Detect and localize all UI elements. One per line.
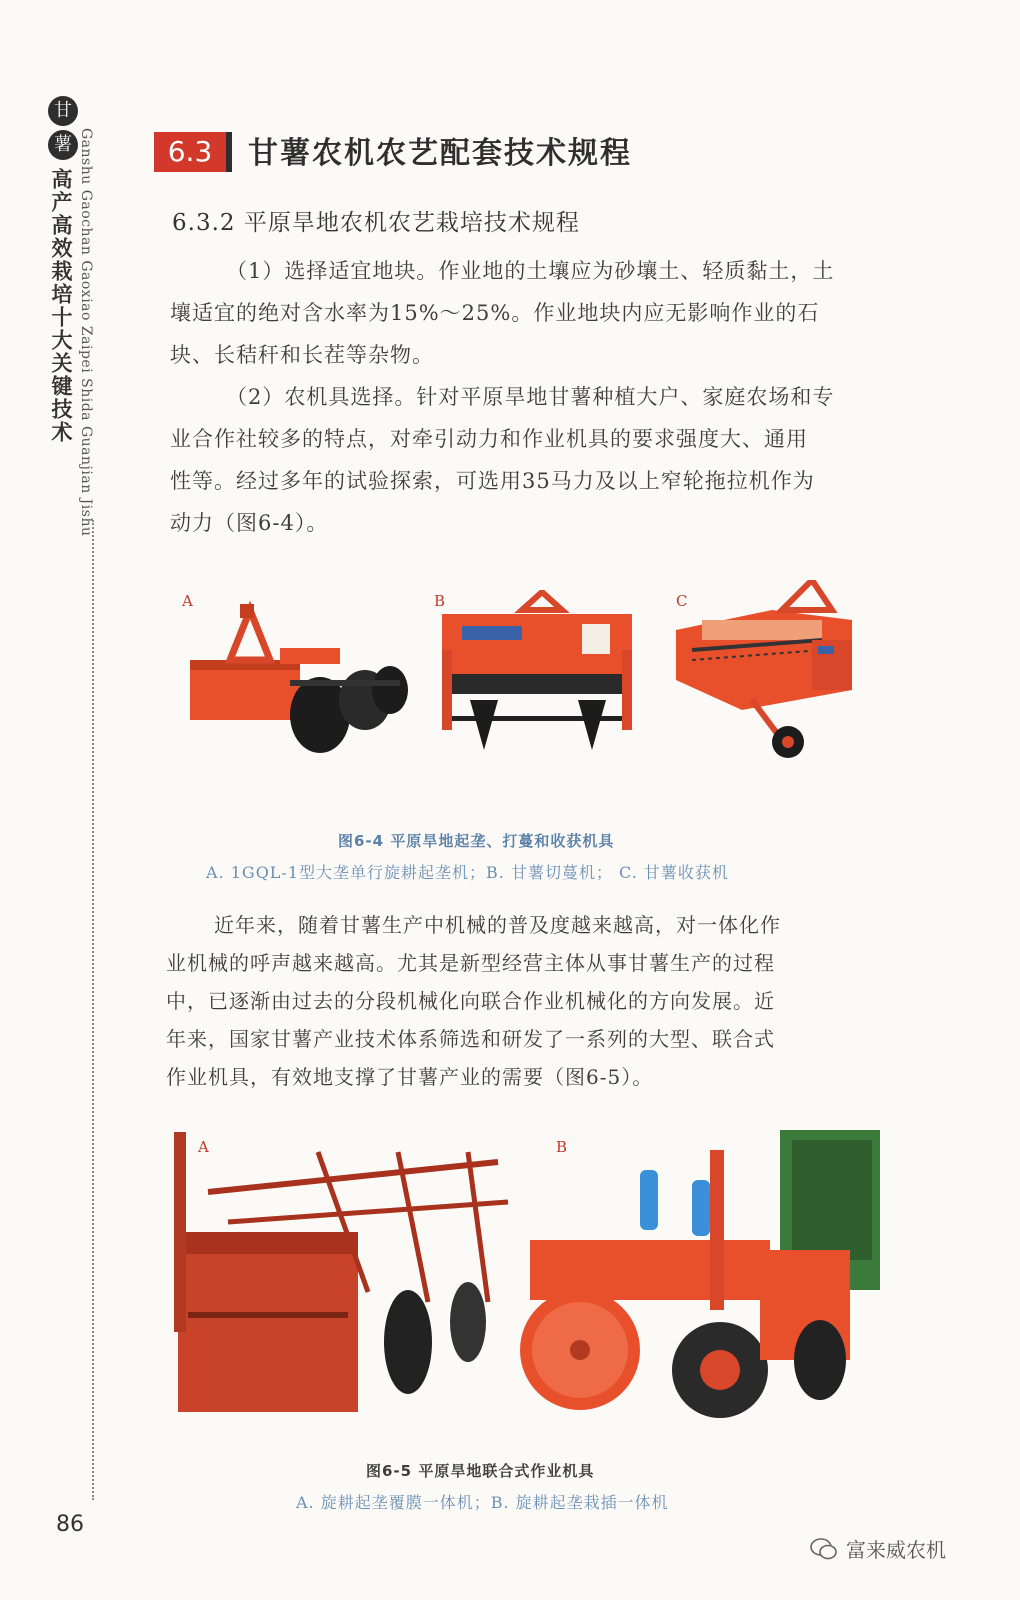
- figure2-label-a: A: [198, 1138, 209, 1156]
- section-divider: [226, 132, 232, 172]
- text-line: 作业机具，有效地支撑了甘薯产业的需要（图6-5）。: [166, 1065, 654, 1089]
- text-line: 性等。经过多年的试验探索，可选用35马力及以上窄轮拖拉机作为: [170, 469, 815, 493]
- rotary-ridging-transplanting-machine-photo: [520, 1130, 880, 1430]
- text-line: 业机械的呼声越来越高。尤其是新型经营主体从事甘薯生产的过程: [166, 951, 775, 975]
- paragraph-1: [170, 250, 945, 376]
- paragraph-2: [170, 376, 945, 544]
- text-line: （2）农机具选择。针对平原旱地甘薯种植大户、家庭农场和专: [226, 385, 835, 409]
- spine-logo-circle-2: 薯: [48, 130, 78, 160]
- subsection-title: 6.3.2 平原旱地农机农艺栽培技术规程: [172, 210, 580, 236]
- section-title: 甘薯农机农艺配套技术规程: [248, 136, 632, 171]
- figure2-subcaption: A. 旋耕起垄覆膜一体机；B. 旋耕起垄栽插一体机: [296, 1493, 669, 1512]
- vine-cutter-photo: [432, 590, 642, 760]
- spine-dotted-rule: [92, 520, 94, 1500]
- paragraph-3: [166, 906, 886, 1096]
- text-line: 年来，国家甘薯产业技术体系筛选和研发了一系列的大型、联合式: [166, 1027, 775, 1051]
- section-number: 6.3: [154, 132, 226, 172]
- watermark-text: 富来威农机: [846, 1538, 946, 1562]
- figure1-label-c: C: [676, 592, 688, 610]
- figure2-caption: 图6-5 平原旱地联合式作业机具: [366, 1462, 595, 1480]
- figure2-label-b: B: [556, 1138, 568, 1156]
- harvester-photo: [672, 580, 872, 770]
- text-line: 壤适宜的绝对含水率为15%～25%。作业地块内应无影响作业的石: [170, 301, 820, 325]
- text-line: 近年来，随着甘薯生产中机械的普及度越来越高，对一体化作: [214, 913, 781, 937]
- text-line: 块、长秸秆和长茬等杂物。: [170, 343, 434, 367]
- running-title-pinyin: Ganshu Gaochan Gaoxiao Zaipei Shida Guanjian Jishu: [78, 128, 94, 537]
- spine-logo-circle-1: 甘: [48, 96, 78, 126]
- figure1-label-a: A: [182, 592, 193, 610]
- text-line: （1）选择适宜地块。作业地的土壤应为砂壤土、轻质黏土，土: [226, 259, 835, 283]
- text-line: 业合作社较多的特点，对牵引动力和作业机具的要求强度大、通用: [170, 427, 808, 451]
- rotary-ridging-mulching-machine-photo: [168, 1132, 518, 1422]
- running-title: 高产高效栽培十大关键技术: [49, 168, 74, 444]
- figure1-label-b: B: [434, 592, 446, 610]
- ridging-machine-photo: [180, 590, 420, 770]
- figure1-subcaption: A. 1GQL-1型大垄单行旋耕起垄机；B. 甘薯切蔓机； C. 甘薯收获机: [206, 863, 729, 882]
- page-number: 86: [56, 1512, 84, 1537]
- figure1-caption: 图6-4 平原旱地起垄、打蔓和收获机具: [338, 832, 615, 850]
- wechat-icon: [810, 1538, 838, 1560]
- text-line: 动力（图6-4）。: [170, 511, 329, 535]
- text-line: 中，已逐渐由过去的分段机械化向联合作业机械化的方向发展。近: [166, 989, 775, 1013]
